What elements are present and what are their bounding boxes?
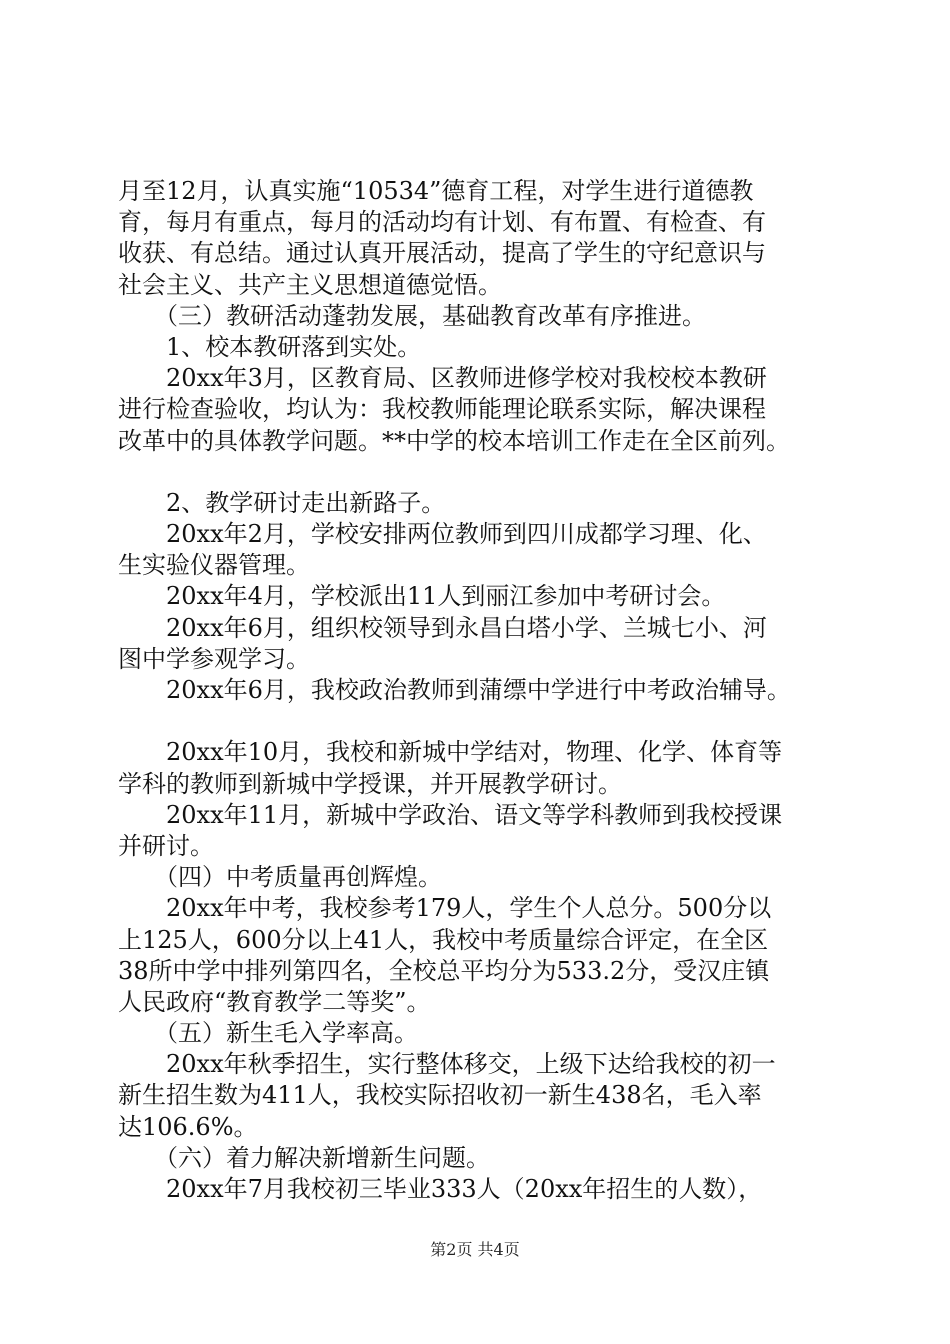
text-line: 20xx年6月，组织校领导到永昌白塔小学、兰城七小、河 [118, 613, 767, 642]
text-line: 20xx年7月我校初三毕业333人（20xx年招生的人数）， [118, 1175, 763, 1203]
text-line: 社会主义、共产主义思想道德觉悟。 [118, 270, 502, 299]
section-heading: （六）着力解决新增新生问题。 [118, 1143, 490, 1172]
text-line: 进行检查验收，均认为：我校教师能理论联系实际，解决课程 [118, 395, 766, 424]
text-line: 图中学参观学习。 [118, 644, 310, 673]
text-line: 改革中的具体教学问题。**中学的校本培训工作走在全区前列。 [118, 426, 790, 455]
text-line: 20xx年6月，我校政治教师到蒲缥中学进行中考政治辅导。 [118, 676, 791, 704]
blank-line [118, 457, 848, 488]
section-heading: （三）教研活动蓬勃发展，基础教育改革有序推进。 [118, 301, 706, 330]
text-line: 生实验仪器管理。 [118, 551, 310, 580]
subsection-heading: 2、教学研讨走出新路子。 [118, 488, 446, 517]
text-line: 新生招生数为411人，我校实际招收初一新生438名，毛入率 [118, 1081, 762, 1110]
text-line: 月至12月，认真实施“10534”德育工程，对学生进行道德教 [118, 177, 754, 205]
page-number: 第2页 共4页 [430, 1240, 520, 1259]
blank-line [118, 706, 848, 737]
text-line: 并研讨。 [118, 831, 214, 860]
text-line: 育，每月有重点，每月的活动均有计划、有布置、有检查、有 [118, 208, 766, 237]
text-line: 达106.6%。 [118, 1112, 258, 1141]
text-line: 20xx年3月，区教育局、区教师进修学校对我校校本教研 [118, 364, 767, 393]
document-body [118, 176, 848, 1205]
text-line: 20xx年4月，学校派出11人到丽江参加中考研讨会。 [118, 582, 726, 611]
text-line: 38所中学中排列第四名，全校总平均分为533.2分，受汉庄镇 [118, 956, 770, 985]
section-heading: （四）中考质量再创辉煌。 [118, 863, 442, 892]
text-line: 20xx年10月，我校和新城中学结对，物理、化学、体育等 [118, 738, 783, 767]
text-line: 上125人，600分以上41人，我校中考质量综合评定，在全区 [118, 925, 769, 954]
text-line: 20xx年11月，新城中学政治、语文等学科教师到我校授课 [118, 800, 783, 829]
text-line: 收获、有总结。通过认真开展活动，提高了学生的守纪意识与 [118, 239, 766, 268]
text-line: 人民政府“教育教学二等奖”。 [118, 987, 431, 1016]
text-line: 20xx年2月，学校安排两位教师到四川成都学习理、化、 [118, 520, 767, 549]
text-line: 20xx年秋季招生，实行整体移交，上级下达给我校的初一 [118, 1050, 776, 1079]
subsection-heading: 1、校本教研落到实处。 [118, 332, 422, 361]
text-line: 20xx年中考，我校参考179人，学生个人总分。500分以 [118, 894, 772, 923]
text-line: 学科的教师到新城中学授课，并开展教学研讨。 [118, 769, 622, 798]
section-heading: （五）新生毛入学率高。 [118, 1019, 418, 1048]
